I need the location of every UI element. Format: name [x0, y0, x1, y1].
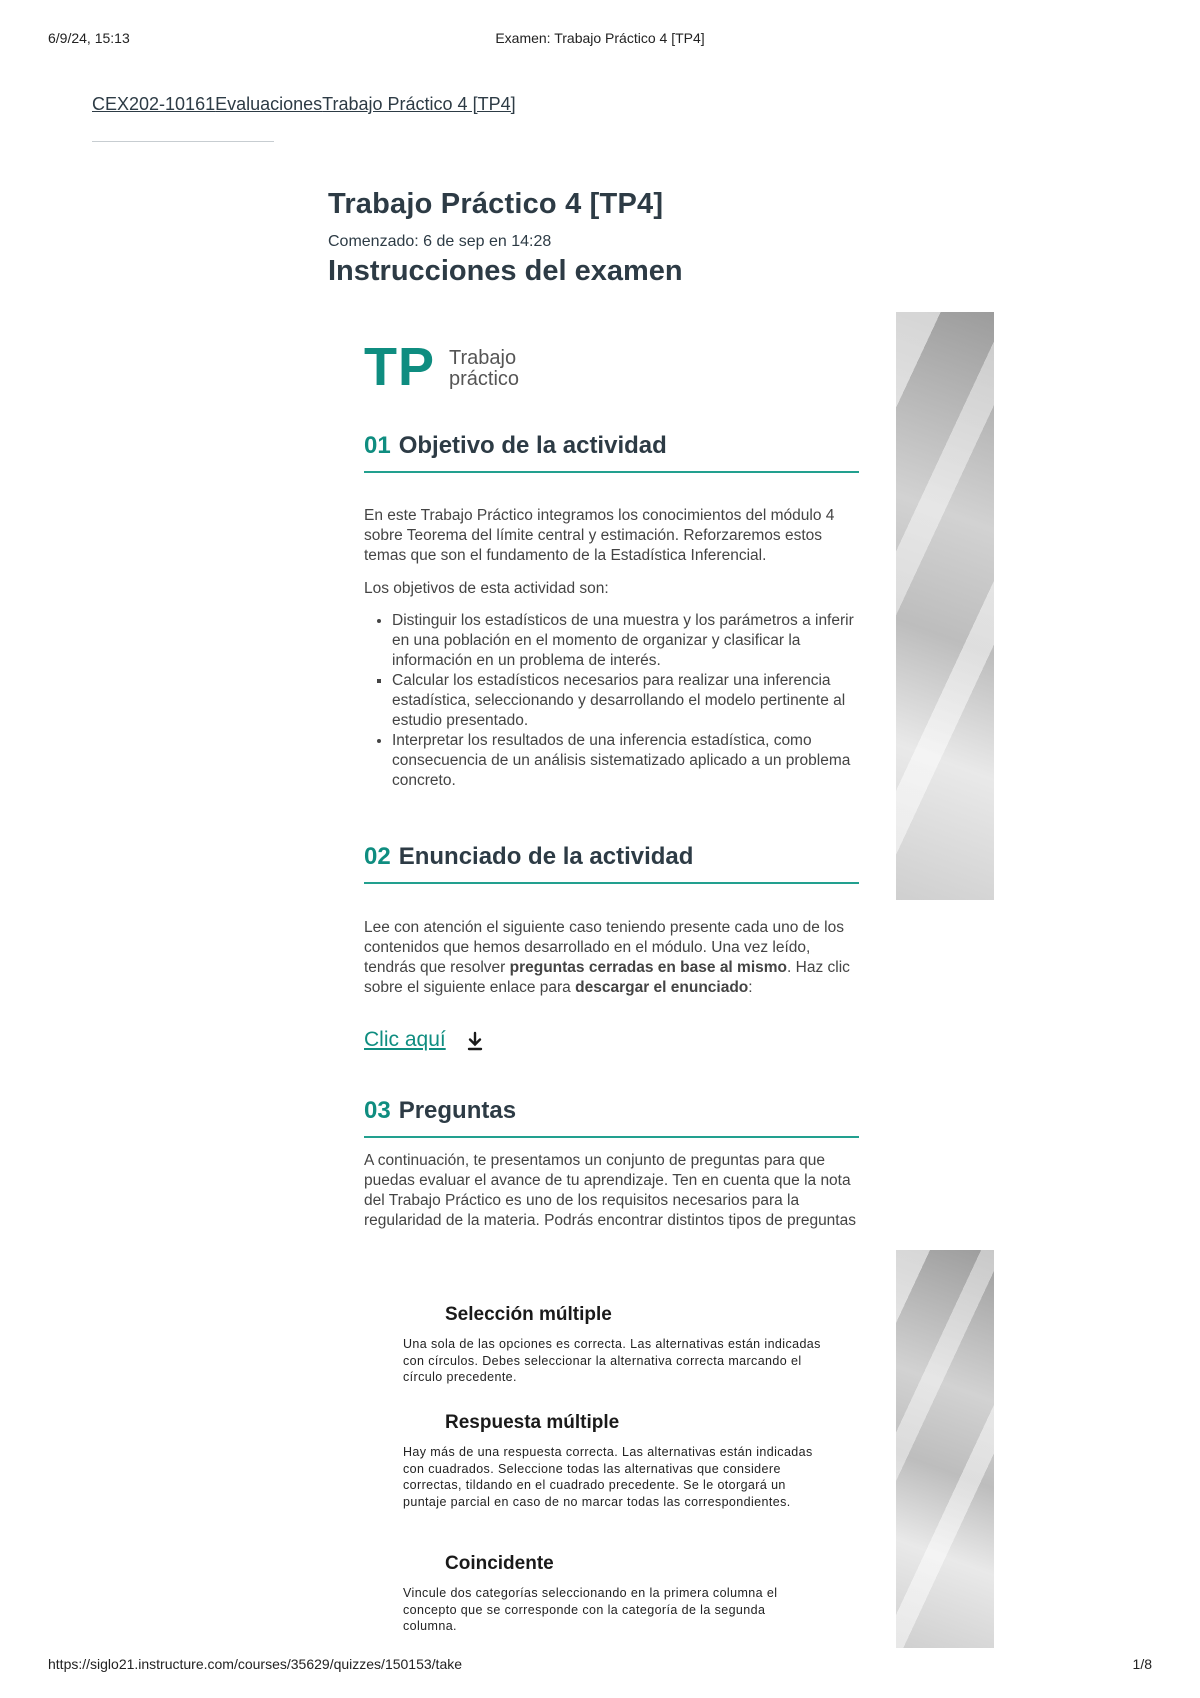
question-type-title: Selección múltiple [445, 1304, 612, 1325]
objectives-list [364, 611, 859, 791]
list-item: • Distinguir los estadísticos de una muestra y los parámetros a inferir en una población en el momento de organizar y clasificar la información en un problema de interés. [392, 611, 859, 671]
page-title: Trabajo Práctico 4 [TP4] [328, 188, 664, 220]
download-icon[interactable] [466, 1030, 484, 1052]
section-02-heading [364, 843, 859, 884]
download-statement-link[interactable]: Clic aquí [364, 1028, 446, 1051]
section-paragraph: En este Trabajo Práctico integramos los conocimientos del módulo 4 sobre Teorema del límite central y estimación. Reforzaremos estos temas que son el fundamento de la Estadística Inferencial. [364, 507, 835, 564]
section-02-body [364, 918, 859, 1011]
list-item: ▪ Calcular los estadísticos necesarios para realizar una inferencia estadística, seleccionando y desarrollando el modelo pertinente al estudio presentado. [392, 671, 859, 731]
tp-logo [364, 337, 520, 397]
tp-logo-text [449, 348, 519, 390]
statement-bold: preguntas cerradas en base al mismo [509, 959, 788, 976]
statement-text: : [748, 979, 753, 996]
question-type-title: Coincidente [445, 1553, 554, 1574]
section-03-heading [364, 1097, 859, 1138]
breadcrumb-current-link[interactable]: Trabajo Práctico 4 [TP4] [322, 94, 516, 114]
question-type-multiple-choice [403, 1304, 823, 1386]
section-03-body [364, 1151, 859, 1244]
print-title: Examen: Trabajo Práctico 4 [TP4] [495, 30, 705, 46]
breadcrumb-divider [92, 141, 274, 142]
instructions-heading: Instrucciones del examen [328, 255, 683, 287]
objectives-intro: Los objetivos de esta actividad son: [364, 580, 609, 597]
section-paragraph: A continuación, te presentamos un conjunto de preguntas para que puedas evaluar el avance de tu aprendizaje. Ten en cuenta que la nota del Trabajo Práctico es uno de los requisitos necesarios para la regularidad de la materia. Podrás encontrar distintos tipos de preguntas [364, 1152, 856, 1229]
breadcrumb-evaluations-link[interactable]: Evaluaciones [215, 94, 323, 114]
section-number: 03 [364, 1097, 391, 1124]
statement-paragraph [364, 918, 859, 998]
tp-logo-line-1: Trabajo [449, 347, 517, 369]
section-01-heading [364, 432, 859, 473]
quiz-started-date: Comenzado: 6 de sep en 14:28 [328, 233, 552, 250]
statement-text: Lee con atención el siguiente caso teniendo presente cada uno de los contenidos que hemos desarrollado en el módulo. Una vez leído, tendrás que resolver [364, 919, 844, 976]
section-title: Objetivo de la actividad [398, 432, 667, 459]
question-type-title: Respuesta múltiple [445, 1412, 620, 1433]
quiz-header [328, 188, 1028, 288]
question-type-multiple-answer [403, 1412, 823, 1510]
print-url: https://siglo21.instructure.com/courses/35629/quizzes/150153/take [48, 1656, 463, 1672]
breadcrumb [92, 94, 516, 115]
tp-logo-line-2: práctico [449, 368, 520, 390]
question-type-matching [403, 1553, 823, 1635]
statement-text: . Haz clic sobre el siguiente enlace para [364, 959, 850, 996]
decorative-image-bottom [896, 1250, 994, 1648]
tp-logo-abbr: TP [364, 337, 436, 397]
print-page-number: 1/8 [1132, 1656, 1152, 1672]
question-type-description: Hay más de una respuesta correcta. Las alternativas están indicadas con cuadrados. Seleccione todas las alternativas que considere correctas, tildando en el cuadrado precedente. Se le otorgará un puntaje parcial en caso de no marcar todas las correspondientes. [403, 1445, 813, 1509]
list-item: • Interpretar los resultados de una inferencia estadística, como consecuencia de un análisis sistematizado aplicado a un problema concreto. [392, 731, 859, 791]
question-type-description: Una sola de las opciones es correcta. Las alternativas están indicadas con círculos. Debes seleccionar la alternativa correcta marcando el círculo precedente. [403, 1337, 821, 1384]
section-title: Enunciado de la actividad [398, 843, 694, 870]
section-01-body [364, 506, 859, 791]
section-number: 01 [364, 432, 391, 459]
section-title: Preguntas [398, 1097, 517, 1124]
section-number: 02 [364, 843, 391, 870]
statement-bold: descargar el enunciado [575, 979, 749, 996]
question-type-description: Vincule dos categorías seleccionando en la primera columna el concepto que se corresponde con la categoría de la segunda columna. [403, 1586, 778, 1633]
print-datetime: 6/9/24, 15:13 [48, 30, 130, 46]
decorative-image-top [896, 312, 994, 900]
breadcrumb-course-link[interactable]: CEX202-10161 [92, 94, 216, 114]
